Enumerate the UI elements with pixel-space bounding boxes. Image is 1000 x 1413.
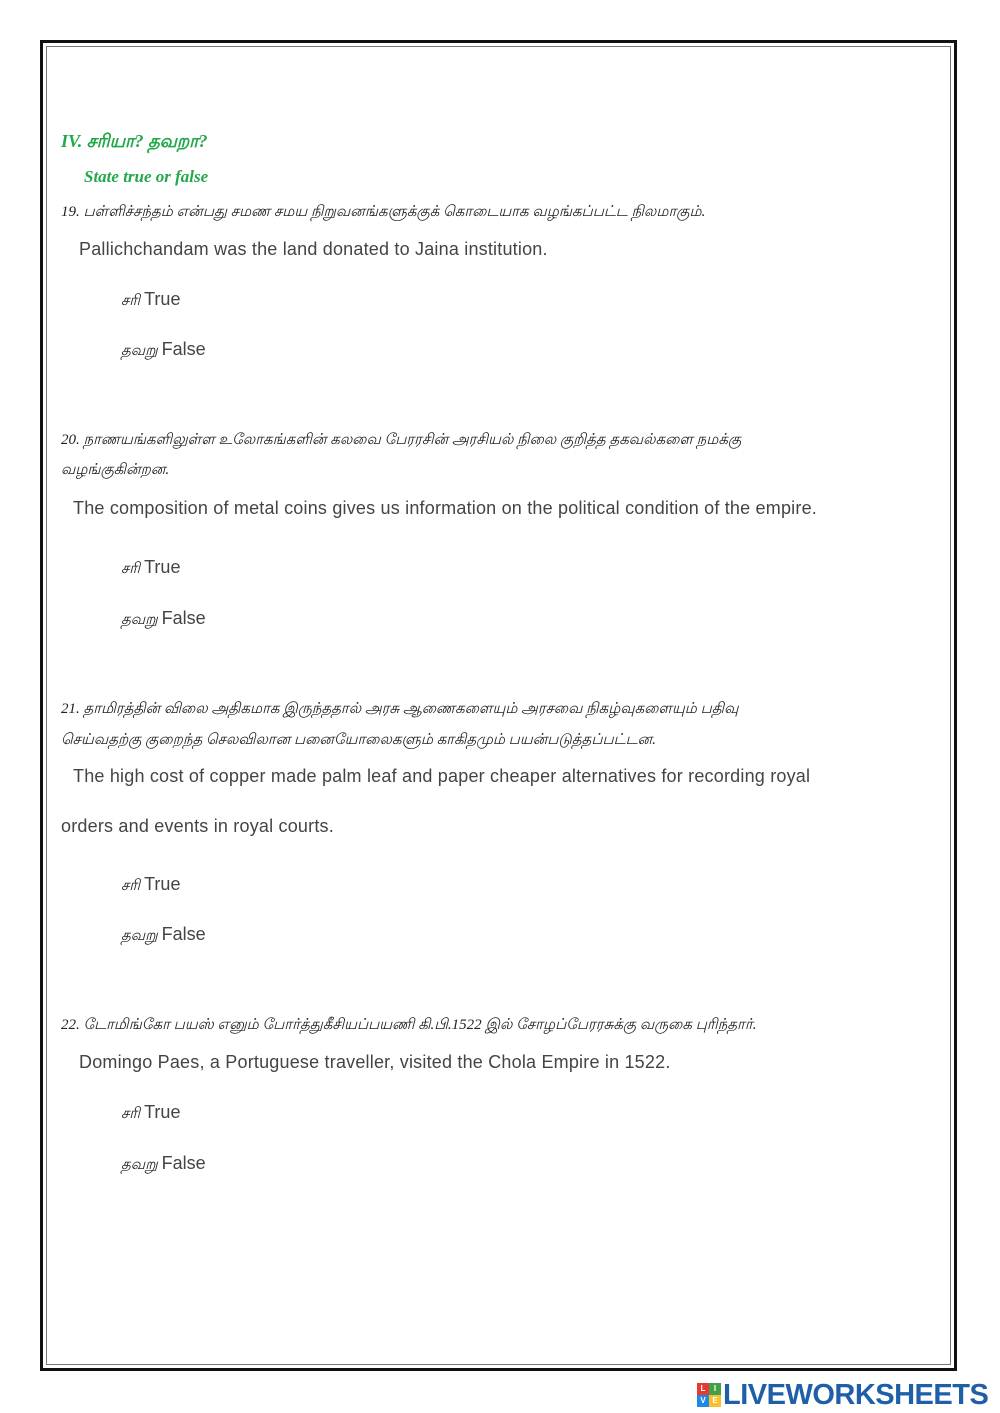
logo-tile-v: V [697,1395,709,1407]
true-label: True [144,289,181,309]
question-21-english-line-2: orders and events in royal courts. [61,816,334,836]
logo-tile-e: E [709,1395,721,1407]
false-tamil-label: தவறு [121,343,158,359]
false-label: False [161,339,206,359]
liveworksheets-logo[interactable] [697,1378,988,1412]
question-21-tamil-line-1: 21. தாமிரத்தின் விலை அதிகமாக இருந்ததால் அரசு ஆணைகளையும் அரசவை நிகழ்வுகளையும் பதிவு [61,701,739,717]
question-22-english: Domingo Paes, a Portuguese traveller, visited the Chola Empire in 1522. [79,1052,671,1072]
liveworksheets-logo-icon [697,1383,721,1407]
false-label: False [161,608,206,628]
question-19-true-option[interactable] [121,289,180,311]
question-19-false-option[interactable] [121,339,206,361]
question-22-tamil: 22. டோமிங்கோ பயஸ் எனும் போர்த்துகீசியப்பயணி கி.பி.1522 இல் சோழப்பேரரசுக்கு வருகை புரிந்தார். [61,1017,757,1033]
question-20-tamil-line-2: வழங்குகின்றன. [61,462,170,478]
question-20-english: The composition of metal coins gives us information on the political condition of the empire. [73,498,817,518]
logo-tile-i: I [709,1383,721,1395]
false-label: False [161,1153,206,1173]
false-tamil-label: தவறு [121,928,158,944]
true-tamil-label: சரி [121,1106,141,1122]
question-22-false-option[interactable] [121,1153,206,1175]
true-tamil-label: சரி [121,878,141,894]
liveworksheets-logo-text: LIVEWORKSHEETS [723,1378,989,1411]
true-tamil-label: சரி [121,293,141,309]
false-tamil-label: தவறு [121,612,158,628]
question-22-true-option[interactable] [121,1102,180,1124]
question-21-english-line-1: The high cost of copper made palm leaf and paper cheaper alternatives for recording royal [73,766,811,786]
question-20-tamil-line-1: 20. நாணயங்களிலுள்ள உலோகங்களின் கலவை பேரரசின் அரசியல் நிலை குறித்த தகவல்களை நமக்கு [61,432,742,448]
logo-tile-l: L [697,1383,709,1395]
question-21-true-option[interactable] [121,874,180,896]
true-label: True [144,874,181,894]
question-20-true-option[interactable] [121,557,180,579]
false-tamil-label: தவறு [121,1157,158,1173]
true-tamil-label: சரி [121,561,141,577]
true-label: True [144,557,181,577]
question-21-false-option[interactable] [121,924,206,946]
question-19-english: Pallichchandam was the land donated to Jaina institution. [79,239,548,259]
section-title: IV. சரியா? தவறா? [61,131,208,151]
question-21-tamil-line-2: செய்வதற்கு குறைந்த செலவிலான பனையோலைகளும் காகிதமும் பயன்படுத்தப்பட்டன. [61,732,656,748]
true-label: True [144,1102,181,1122]
false-label: False [161,924,206,944]
question-19-tamil: 19. பள்ளிச்சந்தம் என்பது சமண சமய நிறுவனங்களுக்குக் கொடையாக வழங்கப்பட்ட நிலமாகும். [61,204,706,220]
section-subtitle: State true or false [84,167,209,186]
question-20-false-option[interactable] [121,608,206,630]
